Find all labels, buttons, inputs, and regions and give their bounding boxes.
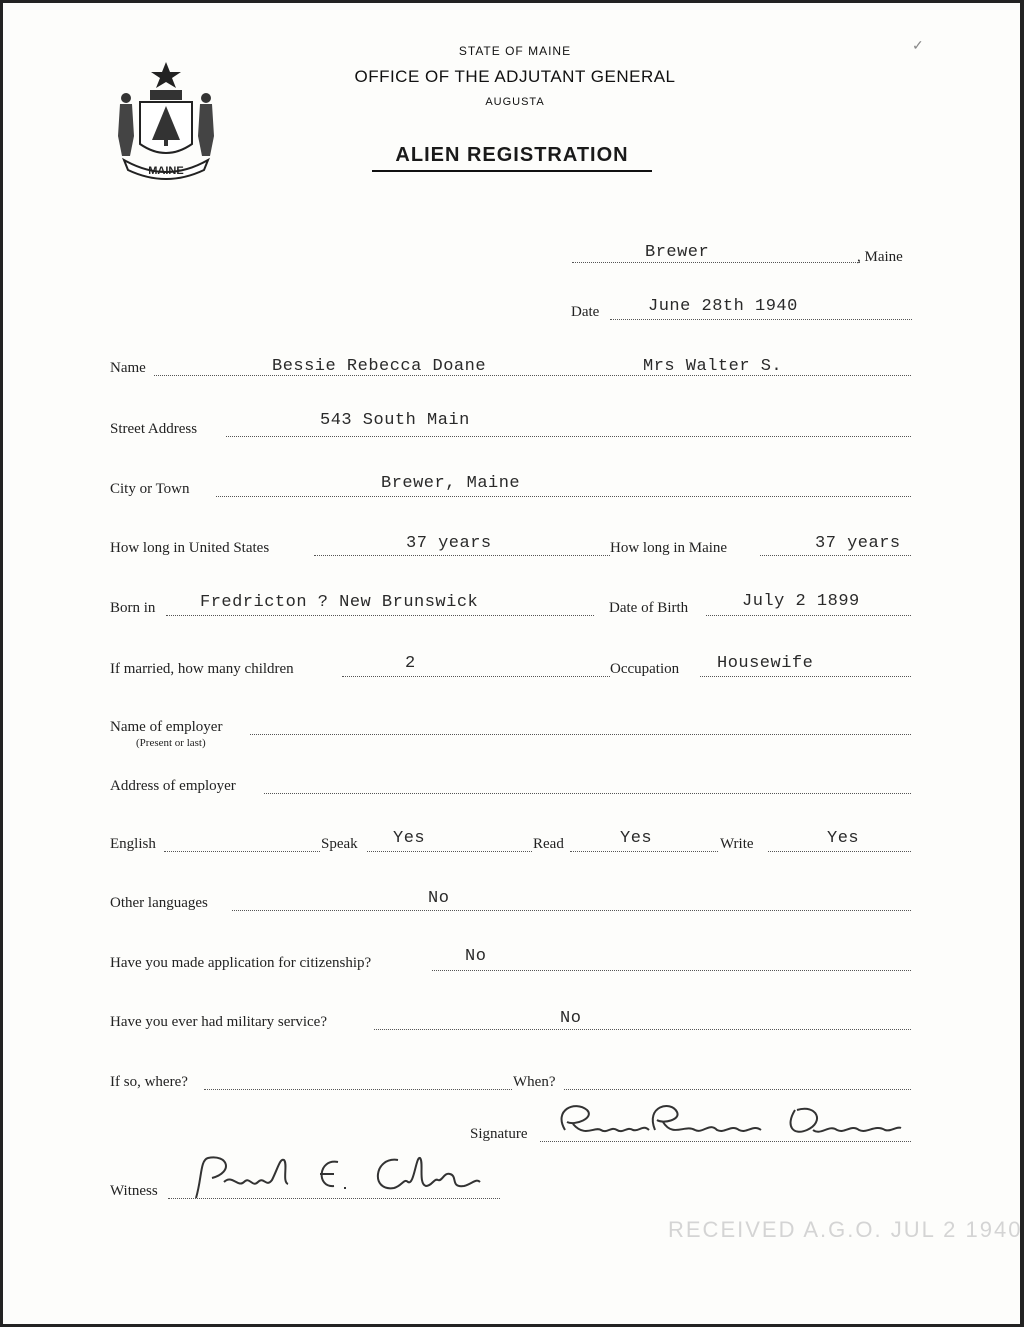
scan-border-right bbox=[1020, 0, 1024, 1327]
name-line bbox=[154, 375, 911, 376]
location-suffix: , Maine bbox=[857, 249, 903, 265]
when-line bbox=[564, 1089, 911, 1090]
write-line bbox=[768, 851, 911, 852]
how-long-us-line bbox=[314, 555, 610, 556]
employer-address-label: Address of employer bbox=[110, 778, 236, 794]
military-label: Have you ever had military service? bbox=[110, 1014, 327, 1030]
form-title: ALIEN REGISTRATION bbox=[372, 144, 652, 172]
how-long-us-label: How long in United States bbox=[110, 540, 270, 556]
speak-line bbox=[367, 851, 532, 852]
header-office: OFFICE OF THE ADJUTANT GENERAL bbox=[354, 67, 676, 86]
military-line bbox=[374, 1029, 911, 1030]
signature-handwriting bbox=[545, 1096, 905, 1146]
city-label: City or Town bbox=[110, 481, 190, 497]
read-label: Read bbox=[533, 836, 564, 852]
seal-label: MAINE bbox=[148, 165, 184, 177]
city-value: Brewer, Maine bbox=[381, 474, 521, 493]
citizenship-label: Have you made application for citizenship? bbox=[110, 955, 372, 971]
name-value: Bessie Rebecca Doane bbox=[272, 357, 487, 376]
children-label: If married, how many children bbox=[110, 661, 294, 677]
occupation-line bbox=[700, 676, 911, 677]
location-line bbox=[572, 262, 860, 263]
street-address-label: Street Address bbox=[110, 421, 198, 437]
how-long-us-value: 37 years bbox=[406, 534, 492, 553]
scan-border-top bbox=[0, 0, 1024, 3]
where-line bbox=[204, 1089, 512, 1090]
children-line bbox=[342, 676, 610, 677]
how-long-maine-label: How long in Maine bbox=[610, 540, 728, 556]
speak-label: Speak bbox=[321, 836, 358, 852]
english-label: English bbox=[110, 836, 156, 852]
state-seal-icon bbox=[110, 56, 222, 184]
speak-value: Yes bbox=[393, 829, 426, 848]
other-languages-label: Other languages bbox=[110, 895, 208, 911]
when-label: When? bbox=[513, 1074, 556, 1090]
date-of-birth-value: July 2 1899 bbox=[742, 592, 860, 611]
other-languages-value: No bbox=[428, 889, 450, 908]
how-long-maine-value: 37 years bbox=[815, 534, 901, 553]
occupation-value: Housewife bbox=[717, 654, 814, 673]
born-in-value: Fredricton ? New Brunswick bbox=[200, 593, 479, 612]
military-value: No bbox=[560, 1009, 582, 1028]
date-value: June 28th 1940 bbox=[648, 297, 798, 316]
street-address-value: 543 South Main bbox=[320, 411, 470, 430]
scan-border-left bbox=[0, 0, 3, 1327]
date-line bbox=[610, 319, 912, 320]
name-label: Name bbox=[110, 360, 146, 376]
location-value: Brewer bbox=[645, 243, 710, 262]
witness-label: Witness bbox=[110, 1183, 158, 1199]
employer-label: Name of employer bbox=[110, 719, 223, 735]
check-mark-icon: ✓ bbox=[912, 39, 924, 54]
employer-line bbox=[250, 734, 911, 735]
header-state: STATE OF MAINE bbox=[458, 44, 572, 58]
where-label: If so, where? bbox=[110, 1074, 188, 1090]
born-in-label: Born in bbox=[110, 600, 156, 616]
children-value: 2 bbox=[405, 654, 416, 673]
date-label: Date bbox=[571, 304, 600, 320]
employer-address-line bbox=[264, 793, 911, 794]
born-in-line bbox=[166, 615, 594, 616]
city-line bbox=[216, 496, 911, 497]
how-long-maine-line bbox=[760, 555, 911, 556]
citizenship-line bbox=[432, 970, 911, 971]
received-stamp: RECEIVED A.G.O. JUL 2 1940 bbox=[668, 1217, 1023, 1242]
read-line bbox=[570, 851, 718, 852]
read-value: Yes bbox=[620, 829, 653, 848]
date-of-birth-label: Date of Birth bbox=[609, 600, 689, 616]
street-address-line bbox=[226, 436, 911, 437]
english-line bbox=[164, 851, 320, 852]
citizenship-value: No bbox=[465, 947, 487, 966]
write-label: Write bbox=[720, 836, 754, 852]
header-city: AUGUSTA bbox=[485, 96, 545, 108]
witness-handwriting bbox=[188, 1148, 508, 1204]
name-alias: Mrs Walter S. bbox=[643, 357, 783, 376]
write-value: Yes bbox=[827, 829, 860, 848]
date-of-birth-line bbox=[706, 615, 911, 616]
signature-label: Signature bbox=[470, 1126, 528, 1142]
employer-sublabel: (Present or last) bbox=[136, 737, 206, 749]
other-languages-line bbox=[232, 910, 911, 911]
occupation-label: Occupation bbox=[610, 661, 680, 677]
